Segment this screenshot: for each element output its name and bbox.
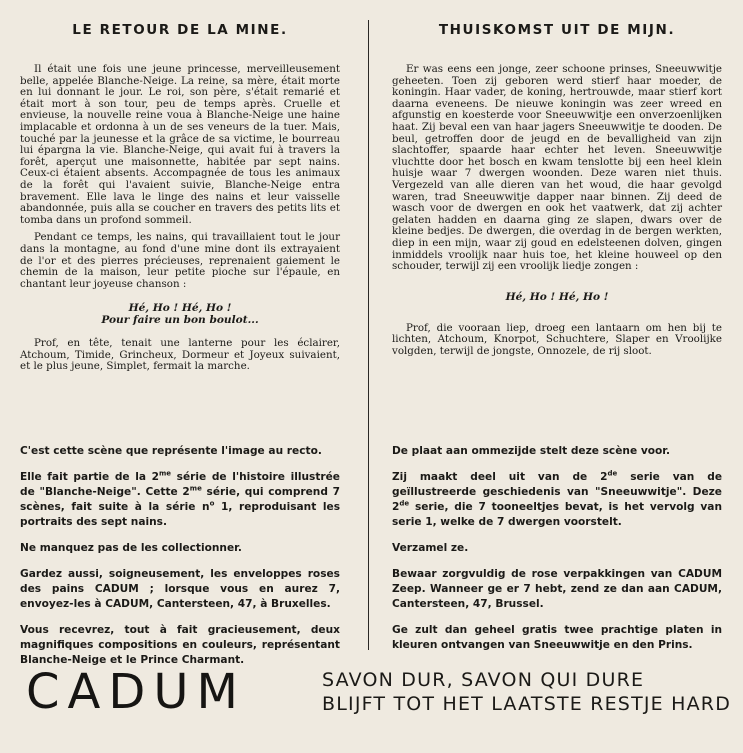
french-title: LE RETOUR DE LA MINE. <box>72 22 288 38</box>
column-divider <box>368 20 369 650</box>
french-notes <box>20 444 340 679</box>
dutch-closing: Prof, die vooraan liep, droeg een lantaarn om hen bij te lichten, Atchoum, Knorpot, Schuchtere, Slaper en Vroolijke volgden, terwijl de jongste, Onnozele, de rij sloot. <box>392 321 722 357</box>
french-note-4: Gardez aussi, soigneusement, les enveloppes roses des pains CADUM ; lorsque vous en aurez 7, envoyez-les à CADUM, Cantersteen, 47, à Bruxelles. <box>20 568 340 610</box>
slogan-dutch: BLIJFT TOT HET LAATSTE RESTJE HARD <box>322 693 732 715</box>
french-note-5: Vous recevrez, tout à fait gracieusement, deux magnifiques compositions en couleurs, représentant Blanche-Neige et le Prince Charmant. <box>20 624 340 666</box>
footer-banner <box>0 664 743 724</box>
dutch-title: THUISKOMST UIT DE MIJN. <box>438 22 676 38</box>
dutch-paragraph: Er was eens een jonge, zeer schoone prinses, Sneeuwwitje geheeten. Toen zij geboren werd stierf haar moeder, de koningin. Haar vader, de koning, hertrouwde, maar stierf kort daarna eveneens. De nieuwe koningin was zeer wreed en afgunstig en koesterde voor Sneeuwwitje een onverzoenlijken haat. Zij beval een van haar jagers Sneeuwwitje te dooden. De beul, getroffen door de jeugd en de bevalligheid van zijn slachtoffer, spaarde haar echter het leven. Sneeuwwitje vluchtte door het bosch en kwam tenslotte bij een heel klein huisje waar 7 dwergen woonden. Deze waren niet thuis. Vergezeld van alle dieren van het woud, die haar gevolgd waren, trad Sneeuwwitje dapper naar binnen. Zij deed de wasch voor de dwergen en ook het vaatwerk, dat zij achter gelaten hadden en daarna ging ze slapen, dwars over de kleine bedjes. De dwergen, die overdag in de bergen werkten, diep in een mijn, waar zij goud en edelsteenen dolven, gingen inmiddels vroolijk naar huis toe, het kleine houweel op den schouder, terwijl zij een vroolijk liedje zongen : <box>392 63 722 273</box>
french-paragraph-1: Il était une fois une jeune princesse, merveilleusement belle, appelée Blanche-Neige. La reine, sa mère, était morte en lui donnant le jour. Le roi, son père, s'était remarié et était mort à son tour, peu de temps après. Cruelle et envieuse, la nouvelle reine voua à Blanche-Neige une haine implacable et ordonna à un de ses veneurs de la tuer. Mais, touché par la jeunesse et la grâce de sa victime, le bourreau lui épargna la vie. Blanche-Neige, qui avait fui à travers la forêt, aperçut une maisonnette, habitée par sept nains. Ceux-ci étaient absents. Accompagnée de tous les animaux de la forêt qui l'avaient suivie, Blanche-Neige entra bravement. Elle lava le linge des nains et leur vaisselle abandonnée, puis alla se coucher en travers des petits lits et tomba dans un profond sommeil. <box>20 63 340 226</box>
dutch-note-3: Verzamel ze. <box>392 542 469 554</box>
dutch-notes <box>392 444 722 664</box>
french-note-3: Ne manquez pas de les collectionner. <box>20 542 242 554</box>
french-closing: Prof, en tête, tenait une lanterne pour les éclairer, Atchoum, Timide, Grincheux, Dormeur et Joyeux suivaient, et le plus jeune, Simplet, fermait la marche. <box>20 337 340 373</box>
slogan-french: SAVON DUR, SAVON QUI DURE <box>322 669 645 691</box>
slogan <box>322 668 732 716</box>
dutch-story <box>392 18 722 363</box>
french-story <box>20 18 340 379</box>
dutch-note-4: Bewaar zorgvuldig de rose verpakkingen van CADUM Zeep. Wanneer ge er 7 hebt, zend ze dan aan CADUM, Cantersteen, 47, Brussel. <box>392 568 722 610</box>
dutch-chant: Hé, Ho ! Hé, Ho ! <box>505 290 609 303</box>
french-chant-line-2: Pour faire un bon boulot... <box>101 314 259 327</box>
dutch-note-2: Zij maakt deel uit van de 2de serie van de geïllustreerde geschiedenis van "Sneeuwwitje". Deze 2de serie, die 7 tooneeltjes bevat, is het vervolg van serie 1, welke de 7 dwergen voorstelt. <box>392 469 723 528</box>
french-note-1: C'est cette scène que représente l'image au recto. <box>20 445 322 457</box>
dutch-note-5: Ge zult dan geheel gratis twee prachtige platen in kleuren ontvangen van Sneeuwwitje en den Prins. <box>392 624 722 651</box>
cadum-brand: CADUM <box>26 664 246 720</box>
french-chant-line-1: Hé, Ho ! Hé, Ho ! <box>128 302 232 315</box>
french-chant <box>20 302 340 326</box>
french-paragraph-2: Pendant ce temps, les nains, qui travaillaient tout le jour dans la montagne, au fond d'une mine dont ils extrayaient de l'or et des pierres précieuses, reprenaient gaiement le chemin de la maison, leur petite pioche sur l'épaule, en chantant leur joyeuse chanson : <box>20 231 340 290</box>
french-note-2: Elle fait partie de la $2^{me}$ série de l'histoire illustrée de "Blanche-Neige". Cette $2^{me}$ série, qui comprend 7 scènes, fait suite à la série $n^o$ 1, reproduisant les portraits des sept nains. <box>20 469 340 528</box>
dutch-note-1: De plaat aan ommezijde stelt deze scène voor. <box>392 445 671 457</box>
